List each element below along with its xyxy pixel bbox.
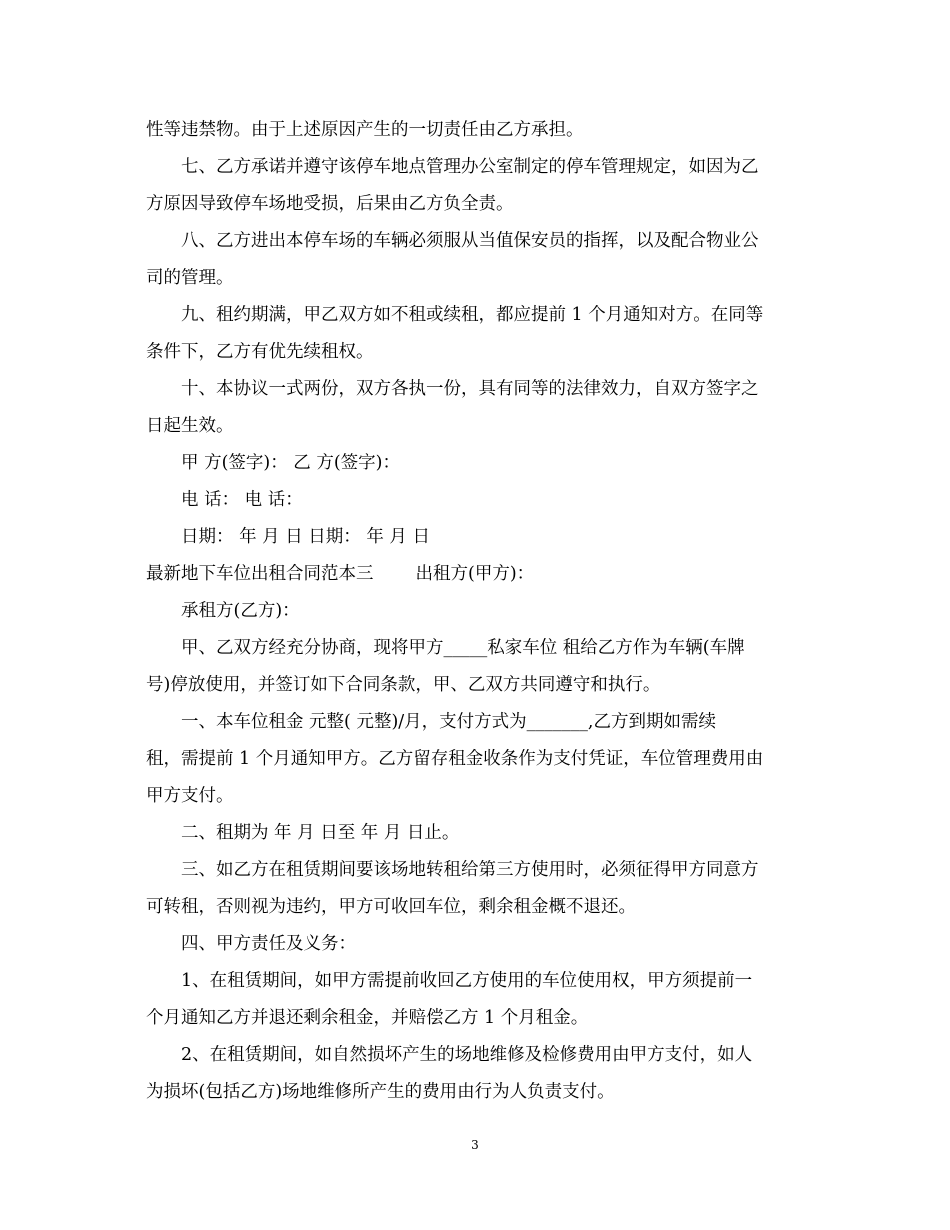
contract-heading-line [146, 556, 806, 593]
text-line: 甲、乙双方经充分协商，现将甲方_____私家车位 租给乙方作为车辆(车牌 [181, 638, 745, 658]
text-line: 七、乙方承诺并遵守该停车地点管理办公室制定的停车管理规定，如因为乙 [181, 157, 759, 177]
section-heading: 四、甲方责任及义务： [181, 934, 356, 954]
date-line: 日期： 年 月 日 日期： 年 月 日 [181, 527, 430, 547]
text-line: 方原因导致停车场地受损，后果由乙方负全责。 [146, 194, 514, 214]
text-line: 十、本协议一式两份，双方各执一份，具有同等的法律效力，自双方签字之 [181, 379, 759, 399]
text-line: 为损坏(包括乙方)场地维修所产生的费用由行为人负责支付。 [146, 1082, 615, 1102]
page-number: 3 [471, 1138, 479, 1152]
text-line: 个月通知乙方并退还剩余租金，并赔偿乙方 1 个月租金。 [146, 1008, 589, 1028]
lessee-label: 承租方(乙方)： [181, 601, 300, 621]
text-line: 二、租期为 年 月 日至 年 月 日止。 [181, 823, 460, 843]
text-line: 号)停放使用，并签订如下合同条款，甲、乙双方共同遵守和执行。 [146, 675, 661, 695]
lessor-label: 出租方(甲方)： [415, 564, 535, 584]
text-line: 租，需提前 1 个月通知甲方。乙方留存租金收条作为支付凭证，车位管理费用由 [146, 749, 764, 769]
text-line: 可转租，否则视为违约，甲方可收回车位，剩余租金概不退还。 [146, 897, 636, 917]
text-line: 甲方支付。 [146, 786, 234, 806]
contract-title: 最新地下车位出租合同范本三 [146, 564, 374, 584]
text-line: 1、在租赁期间，如甲方需提前收回乙方使用的车位使用权，甲方须提前一 [181, 971, 753, 991]
text-line: 一、本车位租金 元整( 元整)/月，支付方式为_______,乙方到期如需续 [181, 712, 716, 732]
phone-line: 电 话： 电 话： [181, 490, 303, 510]
text-line: 三、如乙方在租赁期间要该场地转租给第三方使用时，必须征得甲方同意方 [181, 860, 759, 880]
signature-line: 甲 方(签字)： 乙 方(签字)： [181, 453, 400, 473]
text-line: 日起生效。 [146, 416, 234, 436]
document-body [146, 112, 806, 1111]
text-line: 司的管理。 [146, 268, 234, 288]
text-line: 九、租约期满，甲乙双方如不租或续租，都应提前 1 个月通知对方。在同等 [181, 305, 764, 325]
text-line: 2、在租赁期间，如自然损坏产生的场地维修及检修费用由甲方支付，如人 [181, 1045, 753, 1065]
text-line: 性等违禁物。由于上述原因产生的一切责任由乙方承担。 [146, 120, 584, 140]
text-line: 八、乙方进出本停车场的车辆必须服从当值保安员的指挥，以及配合物业公 [181, 231, 759, 251]
text-line: 条件下，乙方有优先续租权。 [146, 342, 374, 362]
